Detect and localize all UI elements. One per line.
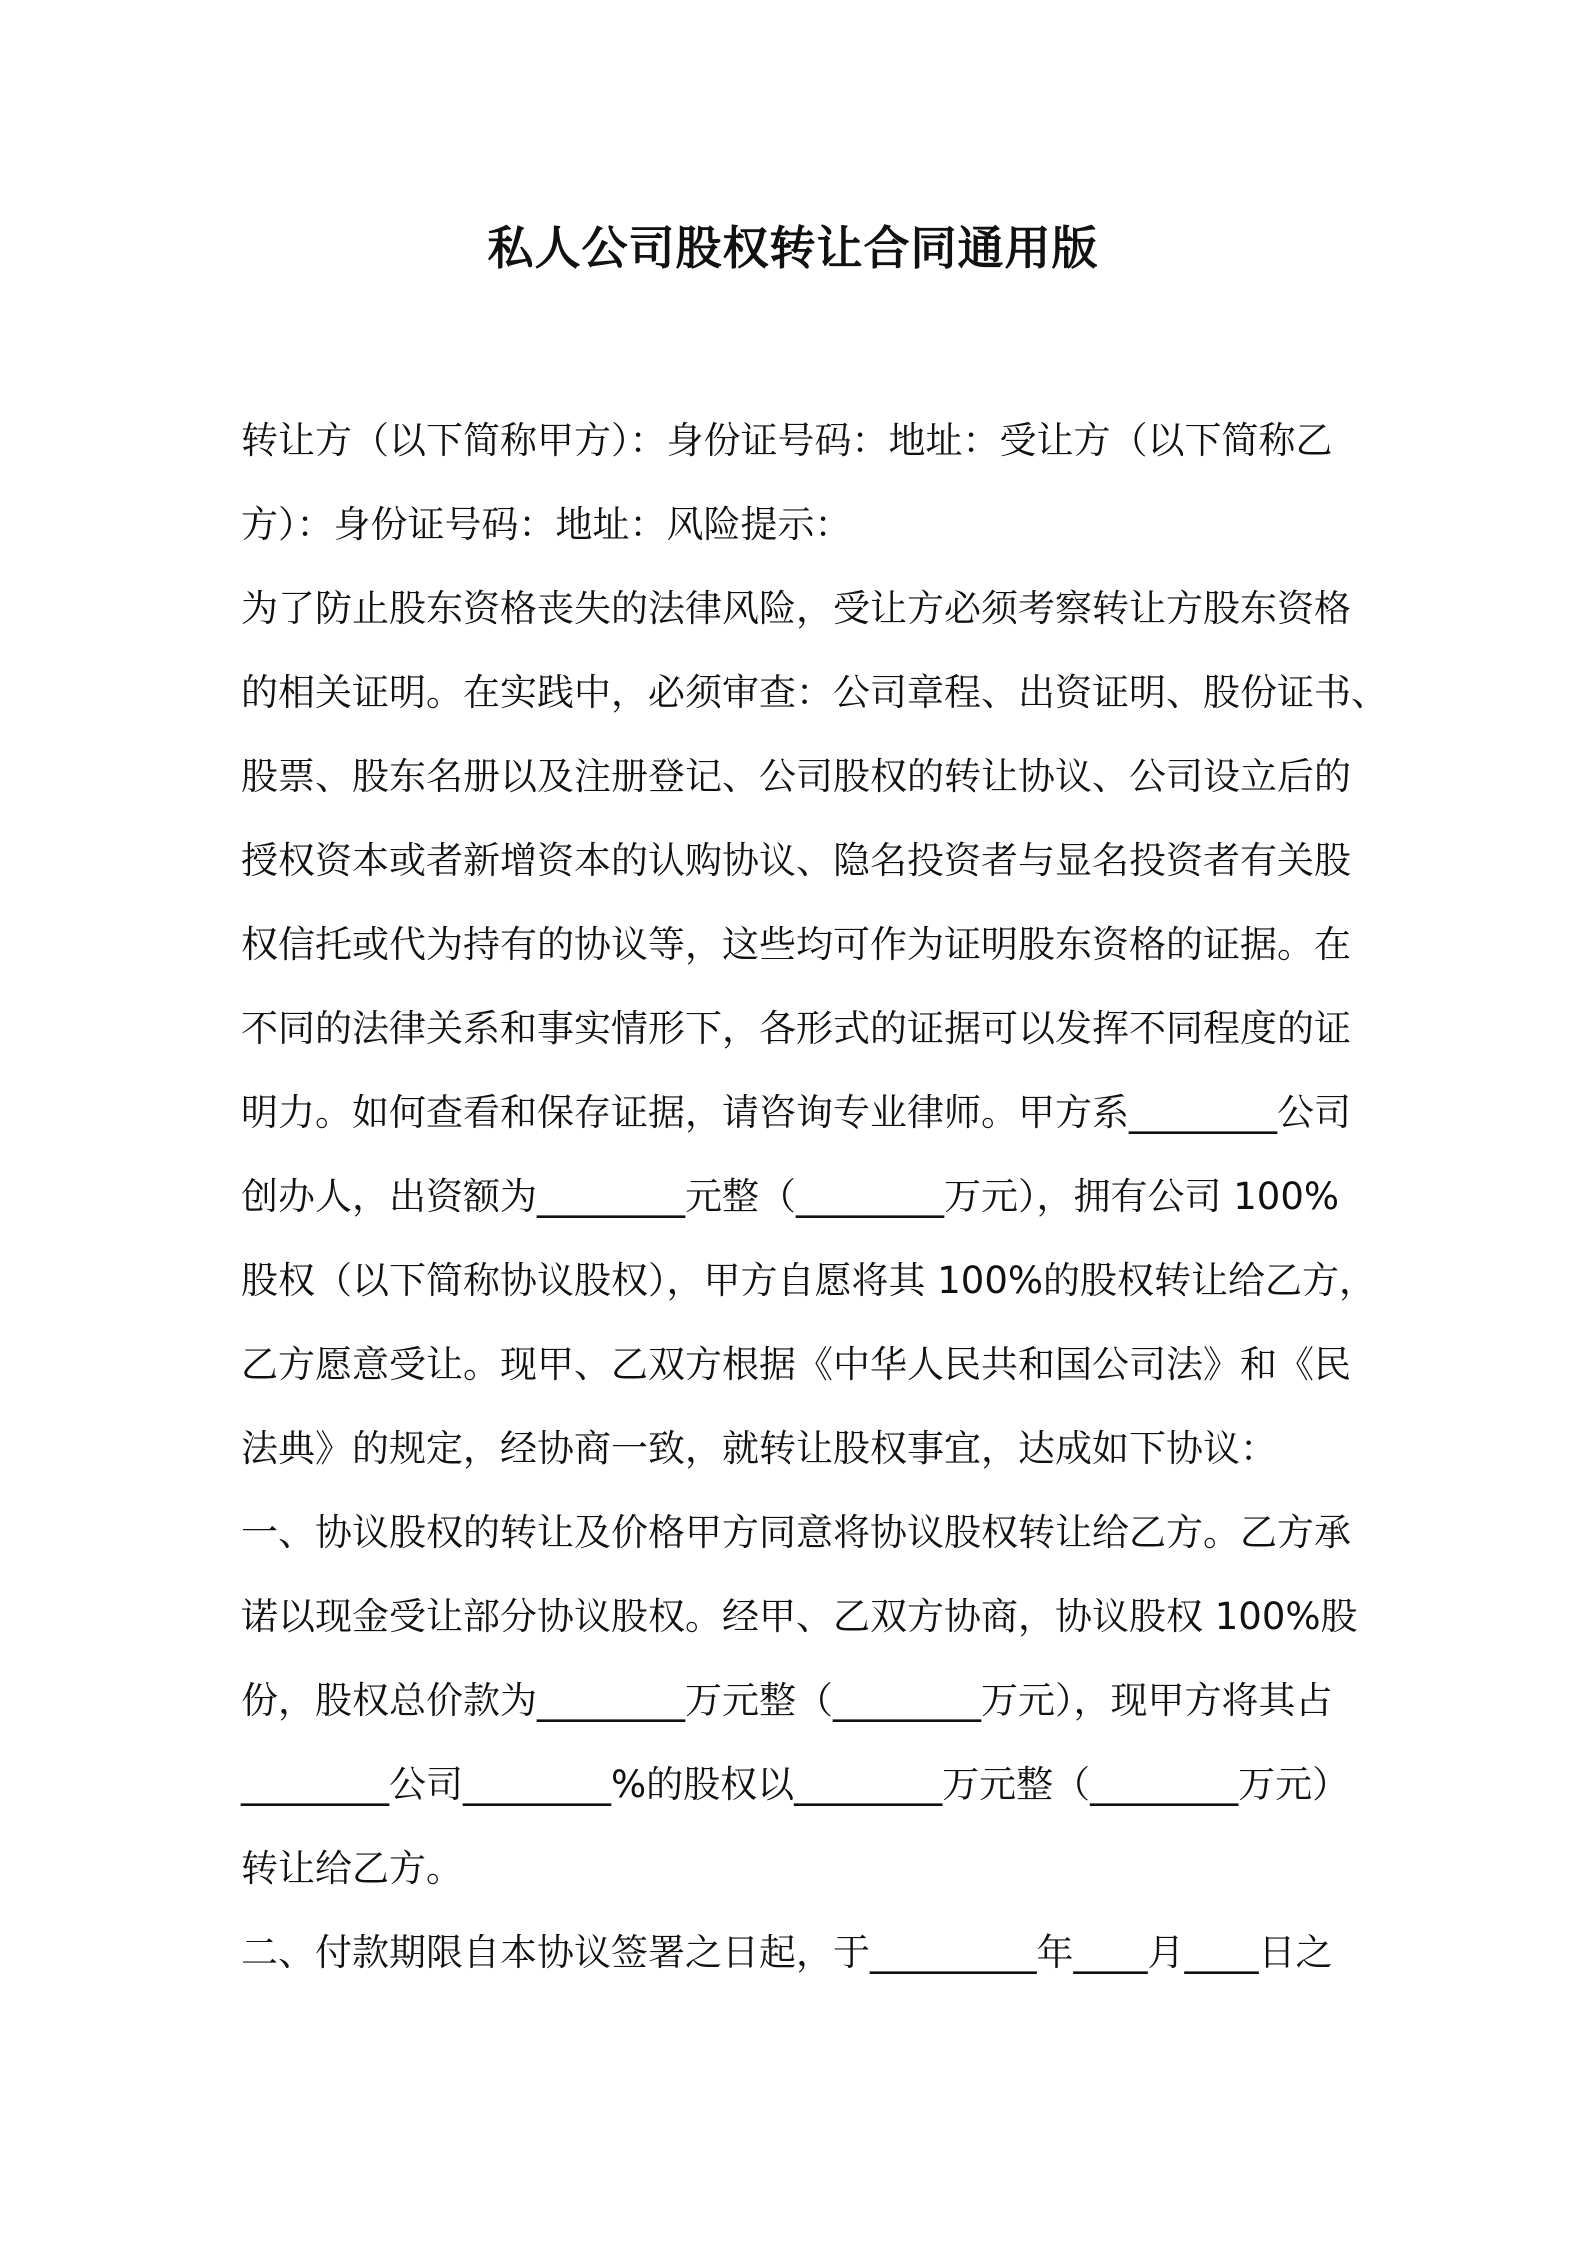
document-body: [241, 399, 1388, 1995]
body-line: 权信托或代为持有的协议等，这些均可作为证明股东资格的证据。在: [241, 923, 1351, 966]
body-line: 诺以现金受让部分协议股权。经甲、乙双方协商，协议股权 100%股: [241, 1595, 1358, 1638]
document-title: 私人公司股权转让合同通用版: [487, 221, 1099, 275]
body-line: 授权资本或者新增资本的认购协议、隐名投资者与显名投资者有关股: [241, 839, 1351, 882]
body-line: 二、付款期限自本协议签署之日起，于_________年____月____日之: [241, 1931, 1333, 1974]
body-line: 不同的法律关系和事实情形下，各形式的证据可以发挥不同程度的证: [241, 1007, 1351, 1050]
body-line: 的相关证明。在实践中，必须审查：公司章程、出资证明、股份证书、: [241, 671, 1388, 714]
body-line: 创办人，出资额为________元整（________万元），拥有公司 100%: [241, 1175, 1340, 1218]
body-line: 法典》的规定，经协商一致，就转让股权事宜，达成如下协议：: [241, 1427, 1277, 1470]
body-line: 转让方（以下简称甲方）：身份证号码：地址：受让方（以下简称乙: [241, 419, 1333, 462]
body-line: 转让给乙方。: [241, 1847, 463, 1890]
body-line: 份，股权总价款为________万元整（________万元），现甲方将其占: [241, 1679, 1333, 1722]
body-line: 为了防止股东资格丧失的法律风险，受让方必须考察转让方股东资格: [241, 587, 1351, 630]
body-line: 方）：身份证号码：地址：风险提示：: [241, 503, 852, 546]
body-line: 乙方愿意受让。现甲、乙双方根据《中华人民共和国公司法》和《民: [241, 1343, 1351, 1386]
body-line: 股权（以下简称协议股权），甲方自愿将其 100%的股权转让给乙方，: [241, 1259, 1377, 1302]
body-line: ________公司________%的股权以________万元整（________万元）: [241, 1763, 1350, 1806]
body-line: 明力。如何查看和保存证据，请咨询专业律师。甲方系________公司: [241, 1091, 1351, 1134]
body-line: 股票、股东名册以及注册登记、公司股权的转让协议、公司设立后的: [241, 755, 1351, 798]
body-line: 一、协议股权的转让及价格甲方同意将协议股权转让给乙方。乙方承: [241, 1511, 1351, 1554]
